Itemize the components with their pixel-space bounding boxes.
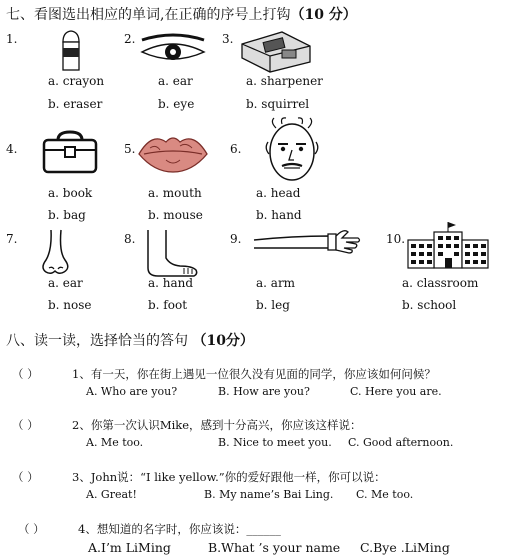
option-a[interactable]: a. book — [48, 186, 93, 200]
choice-c[interactable]: C. Good afternoon. — [348, 436, 454, 449]
choice-b[interactable]: B. Nice to meet you. — [218, 436, 332, 449]
item-number: 3. — [222, 32, 234, 46]
section8-score: （10分） — [192, 333, 254, 349]
choice-b[interactable]: B.What ’s your name — [208, 540, 341, 555]
section7-title: 七、看图选出相应的单词,在正确的序号上打钩 — [6, 7, 291, 23]
question-text: 3、John说：“I like yellow.”你的爱好跟他一样，你可以说： — [72, 470, 386, 484]
answer-paren[interactable]: （ ） — [12, 367, 39, 381]
option-b[interactable]: b. foot — [148, 298, 188, 312]
section7-heading — [6, 4, 357, 24]
option-b[interactable]: b. bag — [48, 208, 86, 222]
option-a[interactable]: a. sharpener — [246, 74, 323, 88]
choice-b[interactable]: B. How are you? — [218, 385, 310, 398]
option-b[interactable]: b. nose — [48, 298, 92, 312]
option-a[interactable]: a. mouth — [148, 186, 202, 200]
question-text: 4、想知道的名字时，你应该说：______ — [78, 522, 281, 536]
option-a[interactable]: a. classroom — [402, 276, 479, 290]
option-b[interactable]: b. eye — [158, 97, 195, 111]
choice-a[interactable]: A. Great! — [86, 488, 137, 501]
choice-c[interactable]: C. Me too. — [356, 488, 414, 501]
section8-title: 八、读一读，选择恰当的答句 — [6, 333, 188, 349]
option-a[interactable]: a. arm — [256, 276, 296, 290]
item-number: 9. — [230, 232, 242, 246]
option-a[interactable]: a. crayon — [48, 74, 105, 88]
section8-heading — [6, 330, 254, 350]
item-number: 2. — [124, 32, 136, 46]
item-number: 6. — [230, 142, 242, 156]
option-a[interactable]: a. head — [256, 186, 301, 200]
head-icon — [262, 116, 322, 184]
option-a[interactable]: a. ear — [48, 276, 83, 290]
foot-icon — [140, 228, 200, 280]
item-number: 4. — [6, 142, 18, 156]
choice-c[interactable]: C. Here you are. — [350, 385, 442, 398]
choice-b[interactable]: B. My name’s Bai Ling. — [204, 488, 334, 501]
choice-a[interactable]: A. Me too. — [86, 436, 144, 449]
school-icon — [404, 220, 492, 270]
choice-a[interactable]: A. Who are you? — [86, 385, 178, 398]
arm-icon — [252, 226, 362, 260]
mouth-icon — [136, 128, 210, 176]
answer-paren[interactable]: （ ） — [12, 418, 39, 432]
eraser-icon — [56, 28, 86, 74]
option-b[interactable]: b. eraser — [48, 97, 103, 111]
option-a[interactable]: a. hand — [148, 276, 194, 290]
question-text: 2、你第一次认识Mike，感到十分高兴，你应该这样说： — [72, 418, 362, 432]
answer-paren[interactable]: （ ） — [12, 470, 39, 484]
option-a[interactable]: a. ear — [158, 74, 193, 88]
item-number: 10. — [386, 232, 406, 246]
option-b[interactable]: b. leg — [256, 298, 290, 312]
option-b[interactable]: b. mouse — [148, 208, 203, 222]
answer-paren[interactable]: （ ） — [18, 522, 45, 536]
item-number: 8. — [124, 232, 136, 246]
nose-icon — [38, 228, 74, 276]
item-number: 5. — [124, 142, 136, 156]
option-b[interactable]: b. school — [402, 298, 457, 312]
option-b[interactable]: b. squirrel — [246, 97, 310, 111]
item-number: 1. — [6, 32, 18, 46]
question-text: 1、有一天，你在街上遇见一位很久没有见面的同学，你应该如何问候？ — [72, 367, 436, 381]
option-b[interactable]: b. hand — [256, 208, 302, 222]
choice-c[interactable]: C.Bye .LiMing — [360, 540, 450, 555]
bag-icon — [40, 130, 100, 174]
item-number: 7. — [6, 232, 18, 246]
choice-a[interactable]: A.I’m LiMing — [88, 540, 171, 555]
section7-score: （10 分） — [290, 7, 357, 23]
sharpener-icon — [238, 28, 314, 74]
eye-icon — [138, 32, 208, 66]
